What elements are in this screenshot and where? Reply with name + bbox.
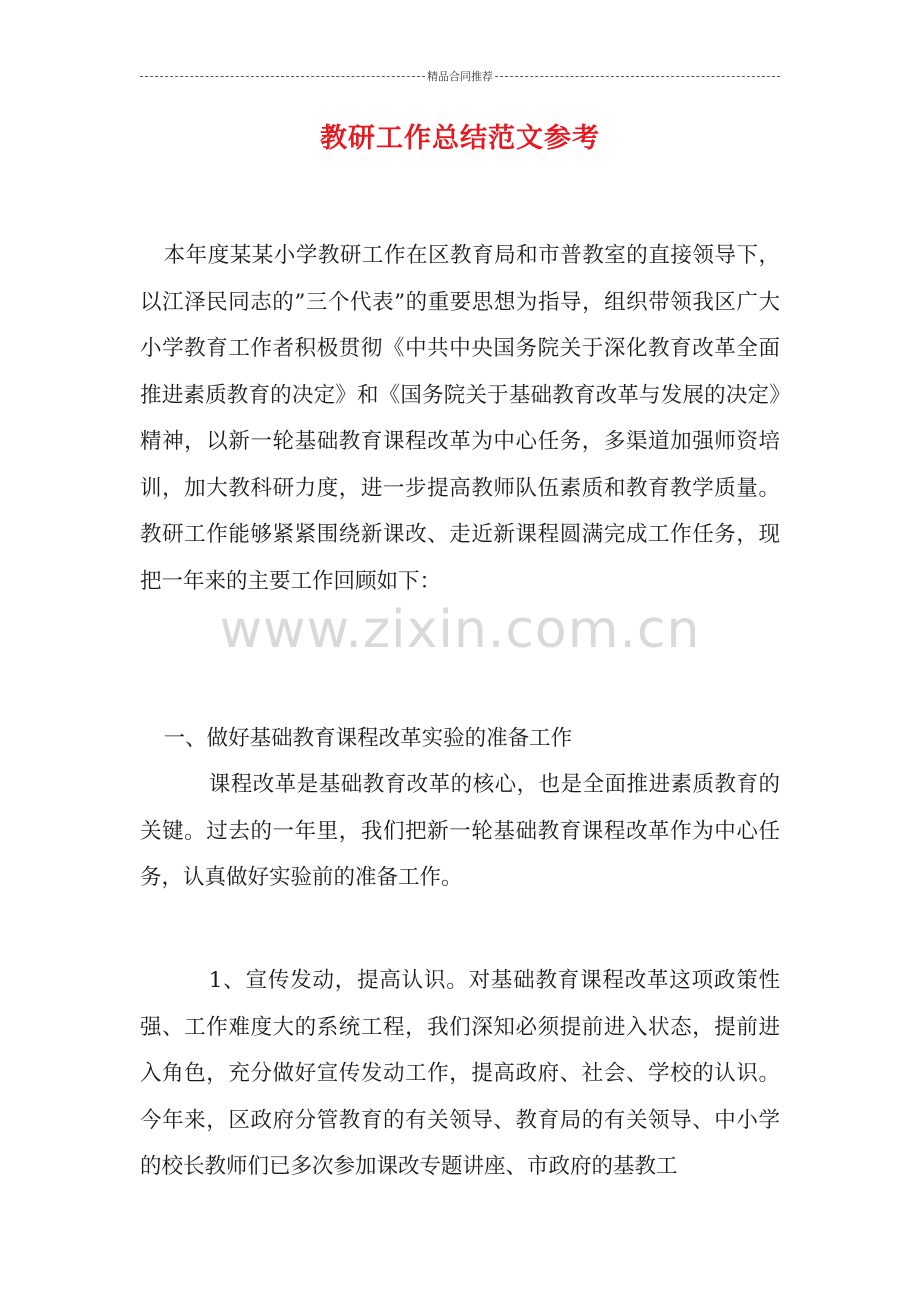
header-dash-right bbox=[495, 76, 780, 77]
intro-paragraph: 本年度某某小学教研工作在区教育局和市普教室的直接领导下，以江泽民同志的”三个代表”的重要思想为指导，组织带领我区广大小学教育工作者积极贯彻《中共中央国务院关于深化教育改革全面推进素质教育的决定》和《国务院关于基础教育改革与发展的决定》精神，以新一轮基础教育课程改革为中心任务，多渠道加强师资培训，加大教科研力度，进一步提高教师队伍素质和教育教学质量。教研工作能够紧紧围绕新课改、走近新课程圆满完成工作任务，现把一年来的主要工作回顾如下： bbox=[140, 243, 780, 594]
section1-heading: 一、做好基础教育课程改革实验的准备工作 bbox=[163, 726, 573, 751]
watermark: www.zixin.com.cn bbox=[219, 600, 701, 660]
section1-body: 课程改革是基础教育改革的核心，也是全面推进素质教育的关键。过去的一年里，我们把新一轮基础教育课程改革作为中心任务，认真做好实验前的准备工作。 bbox=[140, 772, 780, 890]
header-label: 精品合同推荐 bbox=[427, 70, 493, 83]
document-title: 教研工作总结范文参考 bbox=[320, 123, 600, 154]
header-dash-left bbox=[140, 76, 425, 77]
item1-paragraph: 1、宣传发动，提高认识。对基础教育课程改革这项政策性强、工作难度大的系统工程，我们深知必须提前进入状态，提前进入角色，充分做好宣传发动工作，提高政府、社会、学校的认识。今年来，区政府分管教育的有关领导、教育局的有关领导、中小学的校长教师们已多次参加课改专题讲座、市政府的基教工 bbox=[140, 968, 780, 1179]
header-rule bbox=[140, 68, 780, 84]
